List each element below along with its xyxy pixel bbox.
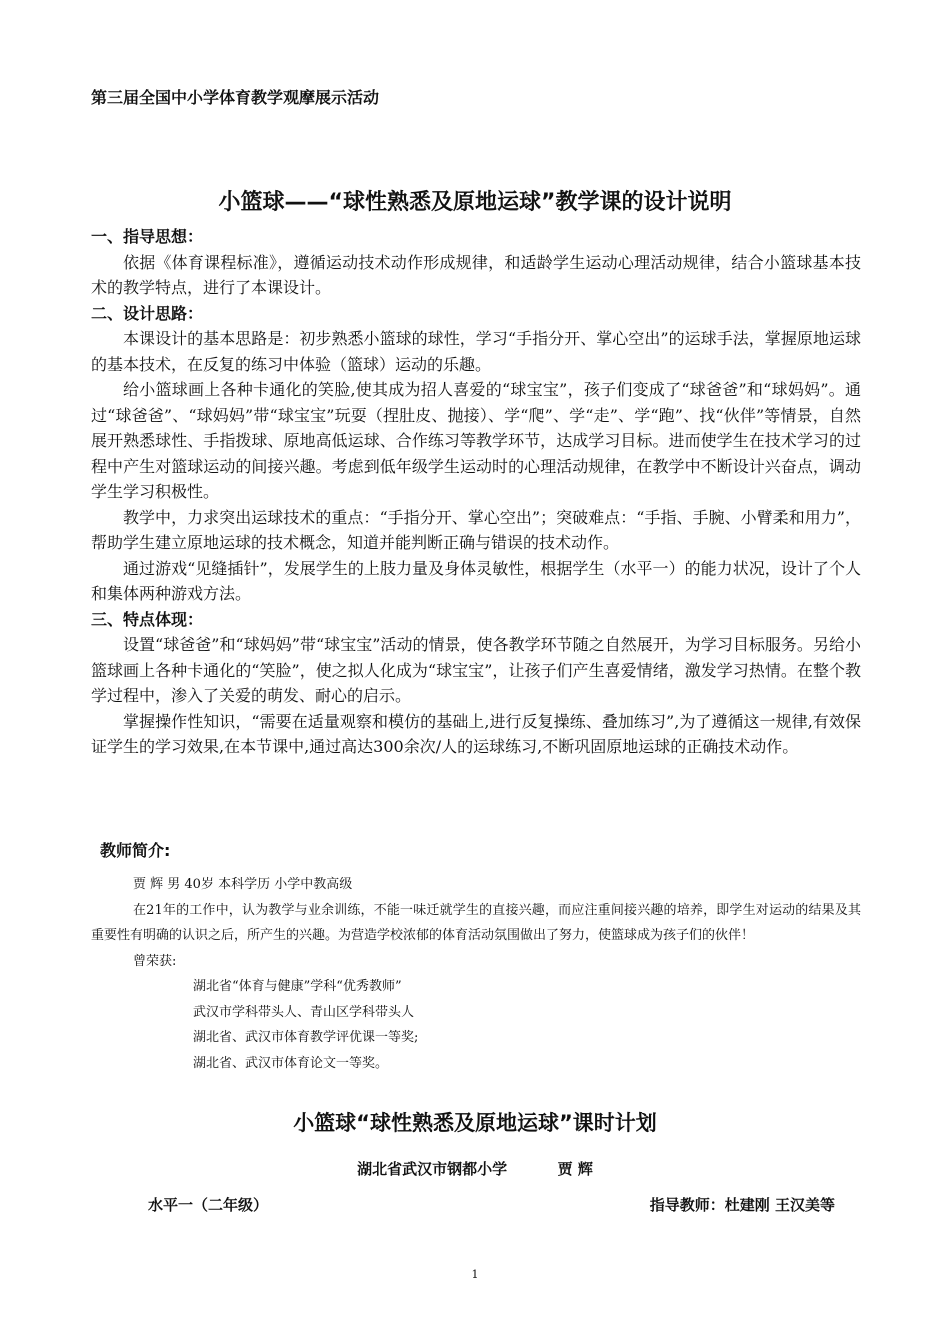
paragraph: 教学中，力求突出运球技术的重点：“手指分开、掌心空出”；突破难点：“手指、手腕、小臂柔和用力”，帮助学生建立原地运球的技术概念，知道并能判断正确与错误的技术动作。 bbox=[91, 507, 861, 552]
lesson-plan-title: 小篮球“球性熟悉及原地运球”课时计划 bbox=[293, 1111, 657, 1135]
grade-level: 水平一（二年级） bbox=[148, 1196, 269, 1214]
school-line bbox=[0, 1158, 950, 1179]
teacher-info: 贾 辉 男 40岁 本科学历 小学中教高级 bbox=[133, 877, 353, 892]
design-body bbox=[91, 224, 861, 760]
paragraph: 通过游戏“见缝插针”，发展学生的上肢力量及身体灵敏性，根据学生（水平一）的能力状况，设计了个人和集体两种游戏方法。 bbox=[91, 558, 861, 603]
paragraph: 依据《体育课程标准》，遵循运动技术动作形成规律，和适龄学生运动心理活动规律，结合小篮球基本技术的教学特点，进行了本课设计。 bbox=[91, 252, 861, 297]
paragraph: 设置“球爸爸”和“球妈妈”带“球宝宝”活动的情景，使各教学环节随之自然展开，为学习目标服务。另给小篮球画上各种卡通化的“笑脸”，使之拟人化成为“球宝宝”，让孩子们产生喜爱情绪，激发学习热情。在整个教学过程中，渗入了关爱的萌发、耐心的启示。 bbox=[91, 635, 861, 705]
award-item: 湖北省、武汉市体育论文一等奖。 bbox=[193, 1055, 389, 1071]
event-header: 第三届全国中小学体育教学观摩展示活动 bbox=[91, 88, 380, 107]
section-heading: 一、指导思想： bbox=[91, 227, 204, 246]
teacher-statement: 在21年的工作中，认为教学与业余训练，不能一味迁就学生的直接兴趣，而应注重间接兴趣的培养，即学生对运动的结果及其重要性有明确的认识之后，所产生的兴趣。为营造学校浓郁的体育活动氛围做出了努力，使篮球成为孩子们的伙伴！ bbox=[91, 902, 861, 943]
school-name: 湖北省武汉市钢都小学 bbox=[357, 1160, 508, 1178]
section-heading: 二、设计思路： bbox=[91, 303, 204, 323]
section-heading: 三、特点体现： bbox=[91, 609, 204, 629]
teacher-bio bbox=[91, 872, 861, 1076]
paragraph: 本课设计的基本思路是：初步熟悉小篮球的球性，学习“手指分开、掌心空出”的运球手法，掌握原地运球的基本技术，在反复的练习中体验（篮球）运动的乐趣。 bbox=[91, 329, 861, 374]
paragraph: 给小篮球画上各种卡通化的笑脸,使其成为招人喜爱的“球宝宝”，孩子们变成了“球爸爸”和“球妈妈”。通过“球爸爸”、“球妈妈”带“球宝宝”玩耍（捏肚皮、抛接）、学“爬”、学“走”、学“跑”、找“伙伴”等情景，自然展开熟悉球性、手指拨球、原地高低运球、合作练习等教学环节，达成学习目标。进而使学生在技术学习的过程中产生对篮球运动的间接兴趣。考虑到低年级学生运动时的心理活动规律，在教学中不断设计兴奋点，调动学生学习积极性。 bbox=[91, 380, 861, 501]
award-item: 湖北省“体育与健康”学科“优秀教师” bbox=[193, 979, 402, 994]
advisors: 指导教师：杜建刚 王汉美等 bbox=[649, 1196, 835, 1214]
teacher-bio-heading: 教师简介: bbox=[100, 841, 171, 860]
design-title: 小篮球——“球性熟悉及原地运球”教学课的设计说明 bbox=[218, 190, 732, 215]
awards-label: 曾荣获: bbox=[133, 953, 177, 969]
paragraph: 掌握操作性知识，“需要在适量观察和模仿的基础上,进行反复操练、叠加练习”,为了遵循这一规律,有效保证学生的学习效果,在本节课中,通过高达300余次/人的运球练习,不断巩固原地运球的正确技术动作。 bbox=[91, 711, 861, 756]
page-number: 1 bbox=[471, 1268, 479, 1281]
award-item: 武汉市学科带头人、青山区学科带头人 bbox=[193, 1004, 415, 1020]
teacher-name: 贾 辉 bbox=[557, 1160, 593, 1178]
award-item: 湖北省、武汉市体育教学评优课一等奖; bbox=[193, 1030, 419, 1045]
